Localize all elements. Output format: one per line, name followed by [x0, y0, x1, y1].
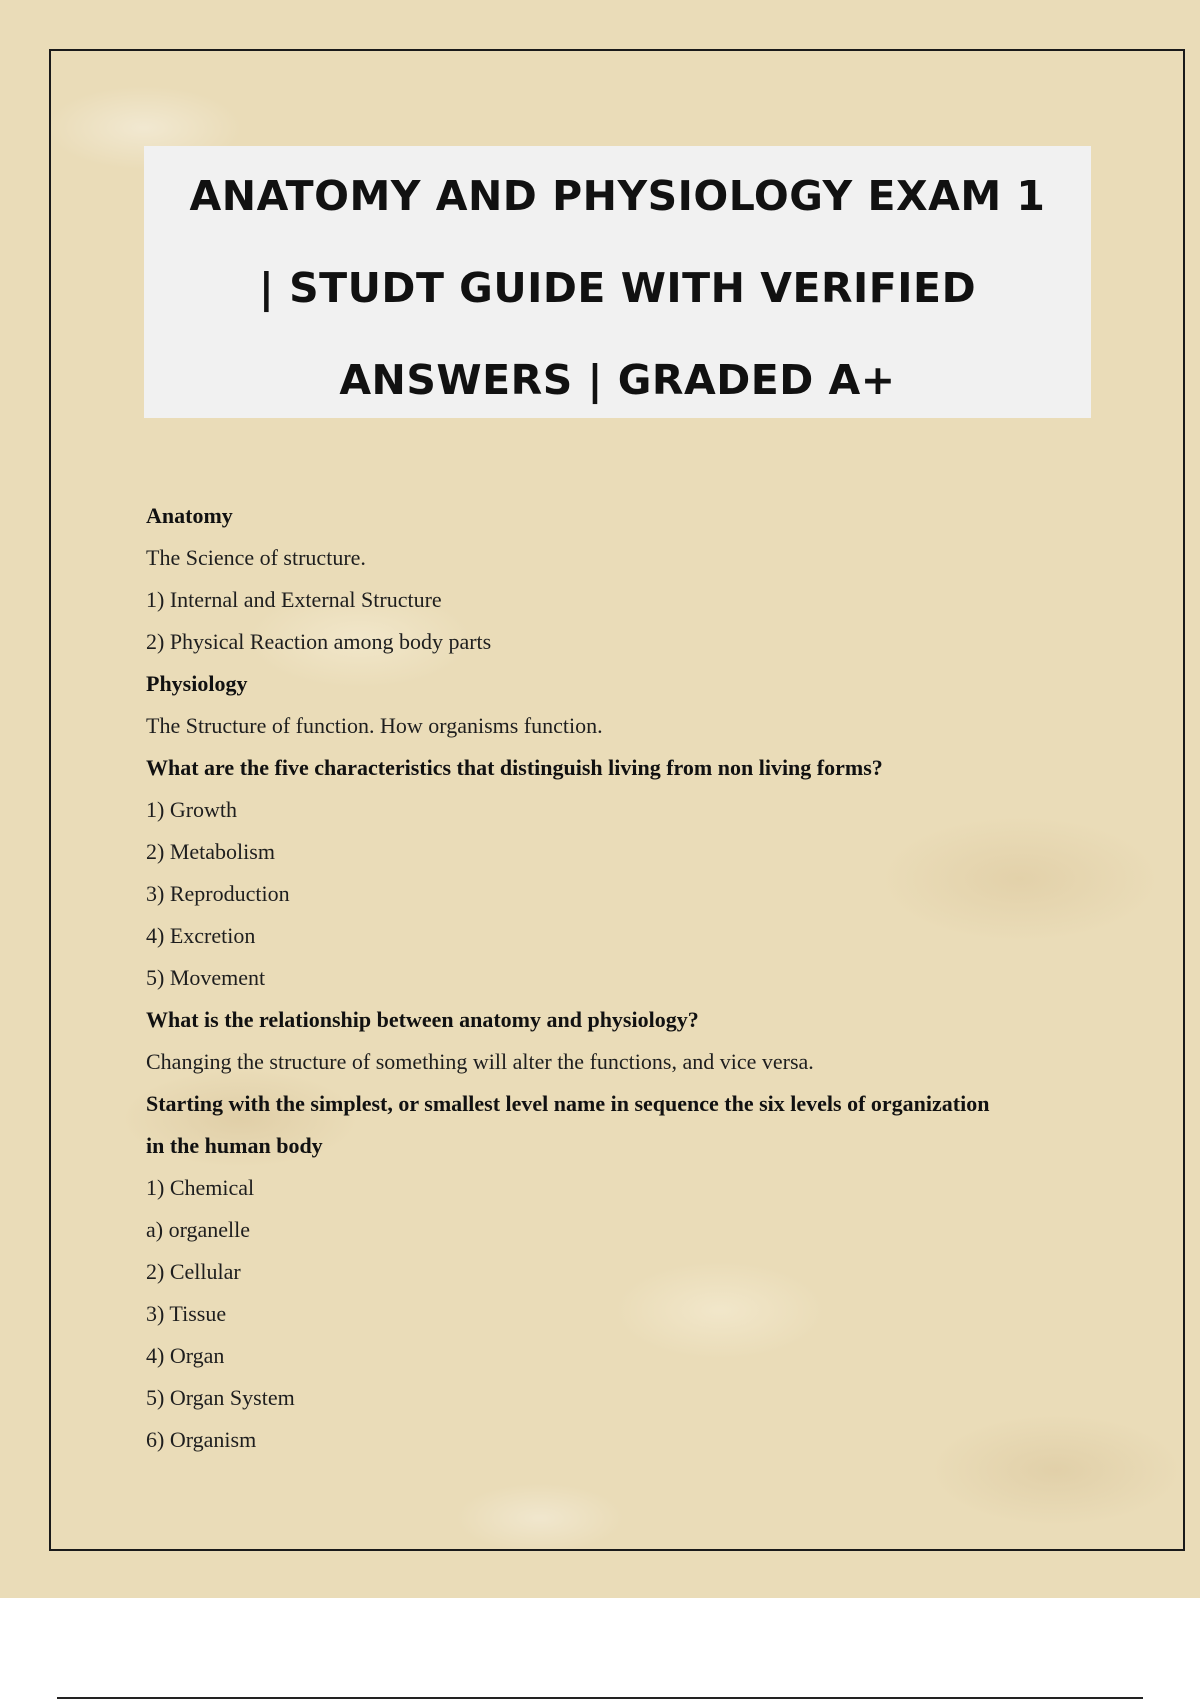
question-heading: What are the five characteristics that distinguish living from non living forms?: [146, 755, 883, 780]
answer-line: 3) Tissue: [146, 1301, 227, 1326]
answer-line: a) organelle: [146, 1217, 251, 1242]
answer-line: The Structure of function. How organisms function.: [146, 713, 603, 738]
answer-line: Changing the structure of something will alter the functions, and vice versa.: [146, 1049, 814, 1074]
answer-line: 2) Metabolism: [146, 839, 275, 864]
answer-line: The Science of structure.: [146, 545, 366, 570]
answer-line: 6) Organism: [146, 1427, 257, 1452]
answer-line: 3) Reproduction: [146, 881, 290, 906]
question-heading: in the human body: [146, 1133, 323, 1158]
answer-line: 1) Growth: [146, 797, 238, 822]
answer-line: 5) Movement: [146, 965, 266, 990]
footer-divider: [57, 1697, 1143, 1699]
study-guide-content: [146, 495, 1106, 1461]
title-line-2: | STUDT GUIDE WITH VERIFIED: [258, 264, 977, 312]
answer-line: 2) Cellular: [146, 1259, 241, 1284]
answer-line: 5) Organ System: [146, 1385, 295, 1410]
term-heading: Physiology: [146, 671, 248, 696]
answer-line: 4) Excretion: [146, 923, 256, 948]
title-line-3: ANSWERS | GRADED A+: [339, 356, 896, 404]
answer-line: 2) Physical Reaction among body parts: [146, 629, 492, 654]
question-heading: Starting with the simplest, or smallest level name in sequence the six levels of organization: [146, 1091, 990, 1116]
answer-line: 1) Chemical: [146, 1175, 255, 1200]
question-heading: What is the relationship between anatomy and physiology?: [146, 1007, 699, 1032]
title-line-1: ANATOMY AND PHYSIOLOGY EXAM 1: [189, 172, 1046, 220]
title-banner: [144, 146, 1091, 418]
answer-line: 1) Internal and External Structure: [146, 587, 442, 612]
term-heading: Anatomy: [146, 503, 233, 528]
answer-line: 4) Organ: [146, 1343, 225, 1368]
